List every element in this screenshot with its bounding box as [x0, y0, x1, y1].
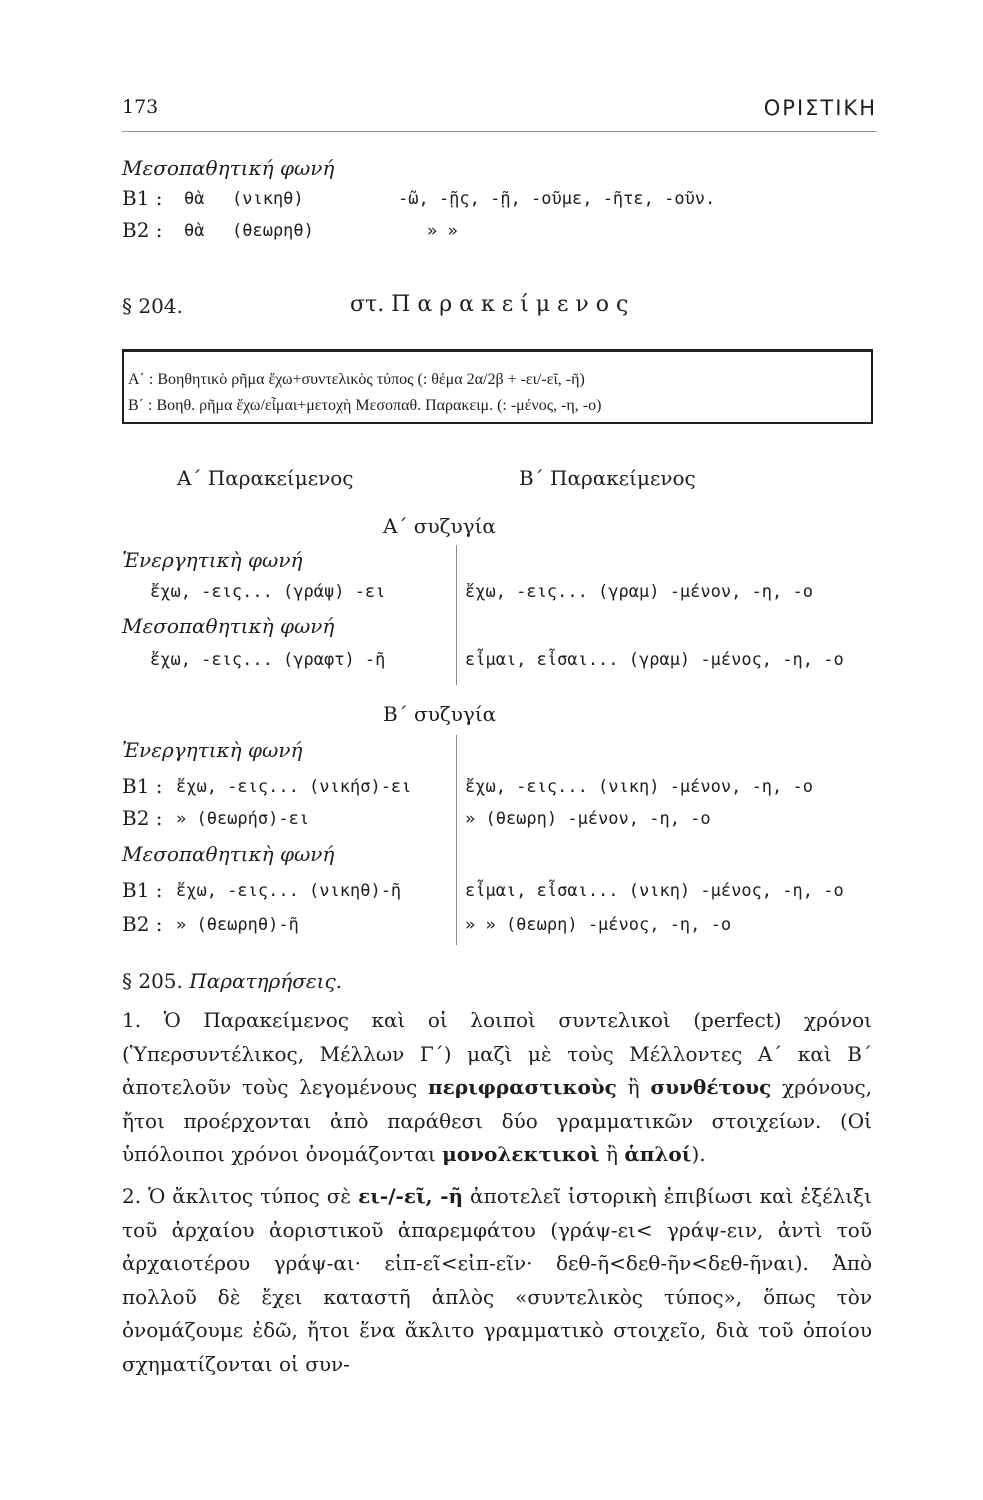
row-label: Β1 : [122, 774, 163, 798]
summary-line-a: Α΄ : Βοηθητικὸ ρῆμα ἔχω+συντελικὸς τύπος (: θέμα 2α/2β + -ει/-εῖ, -ῆ) [128, 371, 585, 388]
b-mp-b1-left: ἔχω, -εις... (νικηθ)-ῆ [176, 881, 402, 901]
active-voice-label: Ἐνεργητικὴ φωνή [122, 738, 303, 762]
row-label: Β1 : [122, 186, 163, 210]
column-divider [456, 735, 457, 945]
bold-term: μονολεκτικοὶ [442, 1142, 600, 1166]
column-divider [456, 545, 457, 685]
syzygy-b-heading: Β΄ συζυγία [383, 702, 497, 726]
text: ). [691, 1142, 706, 1166]
header-rule [122, 131, 877, 132]
section-title-205: Παρατηρήσεις. [189, 969, 343, 993]
a-mp-right: εἶμαι, εἶσαι... (γραμ) -μένος, -η, -ο [465, 650, 844, 670]
voice-title-mediopassive: Μεσοπαθητική φωνή [122, 156, 335, 180]
b-active-b1-right: ἔχω, -εις... (νικη) -μένον, -η, -ο [465, 777, 813, 797]
row-label: Β1 : [122, 878, 163, 902]
particle: θὰ [184, 221, 205, 241]
mediopassive-voice-label: Μεσοπαθητικὴ φωνή [122, 842, 335, 866]
b-mp-b2-left: » (θεωρηθ)-ῆ [176, 915, 299, 935]
section-number-204: § 204. [122, 294, 183, 318]
a-active-left: ἔχω, -εις... (γράψ) -ει [150, 582, 386, 602]
ditto-marks: » » [427, 221, 458, 241]
running-title: ΟΡΙΣΤΙΚΗ [763, 96, 877, 120]
text: χρόνους, ἤτοι προέρχονται ἀπὸ παράθεσι δύο γραμματικῶν στοιχείων. (Οἱ ὑπόλοιποι χρόνοι ὀνομάζονται [122, 1075, 872, 1166]
particle: θὰ [184, 189, 205, 209]
page-number: 173 [122, 96, 159, 118]
b-active-b2-right: » (θεωρη) -μένον, -η, -ο [465, 809, 711, 829]
section-title-204: στ. Π α ρ α κ ε ί μ ε ν ο ς [350, 292, 629, 317]
bold-term: ἁπλοί [624, 1142, 692, 1166]
text: 1. Ὁ Παρακείμενος καὶ οἱ λοιποὶ συντελικοὶ (perfect) χρόνοι (Ὑπερσυντέλικος, Μέλλων Γ΄) μαζὶ μὲ τοὺς Μέλλοντες Α΄ καὶ Β΄ ἀποτελοῦν τοὺς λεγομένους [122, 1008, 872, 1099]
summary-box [122, 349, 873, 424]
section-number-205: § 205. [122, 969, 183, 993]
text: 2. Ὁ ἄκλιτος τύπος σὲ [122, 1184, 359, 1208]
text: ἢ [599, 1142, 625, 1166]
text: ἢ [616, 1075, 651, 1099]
active-voice-label: Ἐνεργητικὴ φωνή [122, 548, 303, 572]
b-mp-b2-right: » » (θεωρη) -μένος, -η, -ο [465, 915, 732, 935]
row-label: Β2 : [122, 218, 163, 242]
a-mp-left: ἔχω, -εις... (γραφτ) -ῆ [150, 650, 386, 670]
stem: (νικηθ) [232, 189, 304, 209]
row-label: Β2 : [122, 806, 163, 830]
left-column-header: Α΄ Παρακείμενος [177, 466, 354, 490]
right-column-header: Β΄ Παρακείμενος [519, 466, 696, 490]
mediopassive-voice-label: Μεσοπαθητικὴ φωνή [122, 614, 335, 638]
b-mp-b1-right: εἶμαι, εἶσαι... (νικη) -μένος, -η, -ο [465, 881, 844, 901]
paragraph-2 [122, 1180, 872, 1381]
row-label: Β2 : [122, 912, 163, 936]
text: ἀποτελεῖ ἱστορικὴ ἐπιβίωσι καὶ ἐξέλιξι τοῦ ἀρχαίου ἀοριστικοῦ ἀπαρεμφάτου (γράψ-ει< γράψ-ειν, ἀντὶ τοῦ ἀρχαιοτέρου γράψ-αι· εἰπ-εῖ<εἰπ-εῖν· δεθ-ῆ<δεθ-ῆν<δεθ-ῆναι). Ἀπὸ πολλοῦ δὲ ἔχει καταστῆ ἁπλὸς «συντελικὸς τύπος», ὅπως τὸν ὀνομάζουμε ἐδῶ, ἤτοι ἕνα ἄκλιτο γραμματικὸ στοιχεῖο, διὰ τοῦ ὁποίου σχηματίζονται οἱ συν- [122, 1184, 872, 1376]
b-active-b2-left: » (θεωρήσ)-ει [176, 809, 310, 829]
section-205-heading [122, 969, 342, 993]
paragraph-1 [122, 1004, 872, 1172]
summary-line-b: Β΄ : Βοηθ. ρῆμα ἔχω/εἶμαι+μετοχὴ Μεσοπαθ. Παρακειμ. (: -μένος, -η, -ο) [128, 397, 602, 414]
b-active-b1-left: ἔχω, -εις... (νικήσ)-ει [176, 777, 412, 797]
endings: -ῶ, -ῇς, -ῇ, -οῦμε, -ῆτε, -οῦν. [398, 189, 716, 209]
syzygy-a-heading: Α΄ συζυγία [383, 514, 496, 538]
a-active-right: ἔχω, -εις... (γραμ) -μένον, -η, -ο [465, 582, 813, 602]
bold-term: ει-/-εῖ, -ῆ [358, 1184, 464, 1208]
stem: (θεωρηθ) [232, 221, 314, 241]
bold-term: συνθέτους [650, 1075, 772, 1099]
bold-term: περιφραστικοὺς [428, 1075, 617, 1099]
